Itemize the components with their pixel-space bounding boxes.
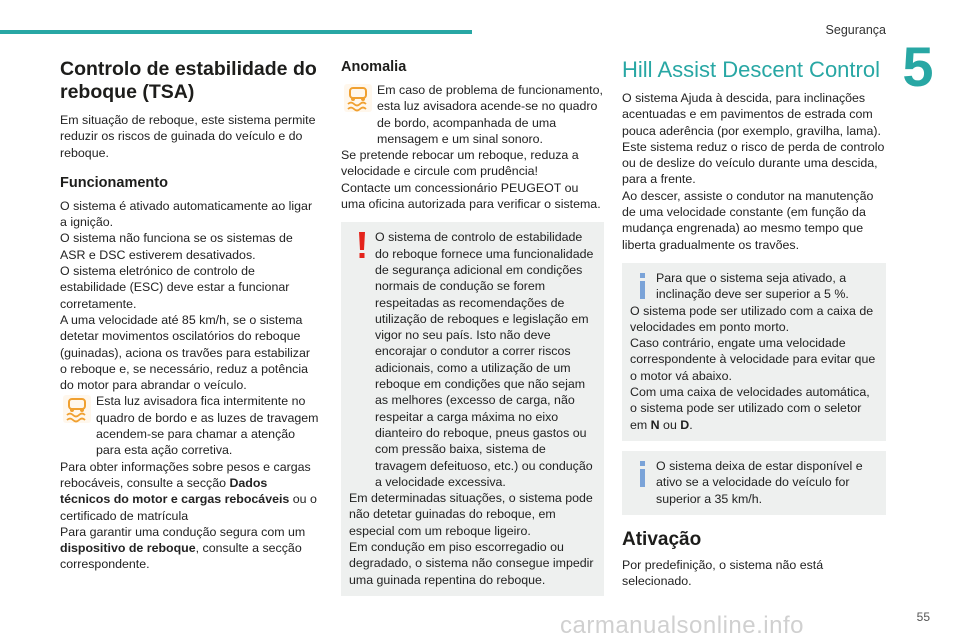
weights-info-pre: Para obter informações sobre pesos e cargas rebocáveis, consulte a secção <box>60 459 311 490</box>
header-accent-bar <box>0 30 472 34</box>
info-box-1-first <box>630 270 878 303</box>
info-box-1 <box>622 263 886 441</box>
func-paragraph-2: O sistema não funciona se os sistemas de ASR e DSC estiverem desativados. <box>60 231 293 262</box>
info-box-2 <box>622 451 886 515</box>
ativacao-heading: Ativação <box>622 528 702 550</box>
info-mark-icon <box>630 458 656 490</box>
func-paragraph-4: A uma velocidade até 85 km/h, se o sistema detetar movimentos oscilatórios do reboque (guinadas), aciona os travões para estabilizar o reboque e, se necessário, reduz a potência do motor para abrandar o veículo. <box>60 312 311 393</box>
hill-text-3: Ao descer, assiste o condutor na manutenção de uma velocidade constante (em função da mudança engrenada) ao mesmo tempo que liberta gradualmente os travões. <box>622 188 874 252</box>
safety-warning-first <box>349 229 596 490</box>
info-1-text-4-mid: ou <box>659 417 681 432</box>
exclamation-mark-icon <box>349 229 375 261</box>
funcionamento-heading: Funcionamento <box>60 174 168 191</box>
info-1-text-2: O sistema pode ser utilizado com a caixa de velocidades em ponto morto. <box>630 303 874 334</box>
weights-info-bold: Dados técnicos do motor e cargas rebocáveis <box>60 475 290 507</box>
info-box-2-first <box>630 458 878 507</box>
ativacao-text: Por predefinição, o sistema não está selecionado. <box>622 557 824 589</box>
towbar-info-bold: dispositivo de reboque <box>60 541 196 556</box>
safety-warning-text-2: Em determinadas situações, o sistema pode não detetar guinadas do reboque, em especial com um reboque ligeiro. <box>349 491 593 538</box>
info-mark-icon <box>630 270 656 302</box>
info-1-text-4-end: . <box>689 417 693 432</box>
safety-warning-text-3: Em condução em piso escorregadio ou degradado, o sistema não consegue impedir uma guinada repentina do reboque. <box>349 540 594 587</box>
column-hill-assist <box>622 58 886 589</box>
hill-assist-title: Hill Assist Descent Control <box>622 57 880 82</box>
info-1-text-3: Caso contrário, engate uma velocidade correspondente à velocidade para evitar que o motor vá abaixo. <box>630 336 876 383</box>
anomaly-text-3: Contacte um concessionário PEUGEOT ou uma oficina autorizada para verificar o sistema. <box>341 180 601 212</box>
towbar-info-pre: Para garantir uma condução segura com um <box>60 524 306 539</box>
anomaly-text-1: Em caso de problema de funcionamento, esta luz avisadora acende-se no quadro de bordo, acompanhada de uma mensagem e um sinal sonoro. <box>377 83 603 146</box>
skid-car-warning-icon <box>341 82 375 114</box>
warning-light-text: Esta luz avisadora fica intermitente no quadro de bordo e as luzes de travagem acendem-se para chamar a atenção para esta ação corretiva. <box>96 394 319 458</box>
section-name: Segurança <box>825 23 886 37</box>
func-paragraph-3: O sistema eletrónico de controlo de estabilidade (ESC) deve estar a funcionar corretamente. <box>60 264 290 311</box>
chapter-number: 5 <box>902 35 934 98</box>
page-number: 55 <box>916 610 930 624</box>
weights-info-post: ou o certificado de matrícula <box>60 492 317 523</box>
column-tsa <box>60 58 320 573</box>
info-1-text-1: Para que o sistema seja ativado, a inclinação deve ser superior a 5 %. <box>656 270 849 302</box>
hill-text-1: O sistema Ajuda à descida, para inclinações acentuadas e em pavimentos de estrada com pouca aderência (por exemplo, gravilha, lama). <box>622 91 881 138</box>
anomalia-heading: Anomalia <box>341 59 407 75</box>
watermark: carmanualsonline.info <box>560 612 804 639</box>
gear-d: D <box>680 417 690 432</box>
weights-info <box>60 459 320 524</box>
info-2-text: O sistema deixa de estar disponível e ativo se a velocidade do veículo for superior a 35 km/h. <box>656 458 863 506</box>
towbar-info <box>60 524 320 573</box>
anomaly-note <box>341 82 604 147</box>
safety-warning-text-1: O sistema de controlo de estabilidade do reboque fornece uma funcionalidade de segurança adicional em condições normais de condução se forem respeitadas as recomendações de utilização de reboques e legislação em vigor no seu país. Isto não deve encorajar o condutor a correr riscos adicionais, como a utilização de um reboque em condições que não sejam as melhores (excesso de carga, não respeitar a carga máxima no eixo dianteiro do reboque, pneus gastos ou com pressão baixa, sistema de travagem defeituoso, etc.) ou condução a velocidade excessiva. <box>375 230 594 489</box>
safety-warning-box <box>341 222 604 596</box>
info-1-text-4 <box>630 384 878 433</box>
tsa-intro: Em situação de reboque, este sistema permite reduzir os riscos de guinada do veículo e do reboque. <box>60 113 316 160</box>
column-anomalia <box>341 58 604 596</box>
gear-n: N <box>650 417 660 432</box>
tsa-title: Controlo de estabilidade do reboque (TSA) <box>60 58 317 103</box>
anomaly-text-2: Se pretende rebocar um reboque, reduza a velocidade e circule com prudência! <box>341 148 579 179</box>
func-paragraph-1: O sistema é ativado automaticamente ao ligar a ignição. <box>60 198 313 230</box>
warning-light-note <box>60 393 320 458</box>
towbar-info-post: , consulte a secção correspondente. <box>60 541 302 572</box>
skid-car-warning-icon <box>60 393 94 425</box>
hill-text-2: Este sistema reduz o risco de perda de controlo ou de deslize do veículo durante uma descida, para a frente. <box>622 139 885 187</box>
info-1-text-4-pre: Com uma caixa de velocidades automática, o sistema pode ser utilizado com o seletor em <box>630 385 870 432</box>
